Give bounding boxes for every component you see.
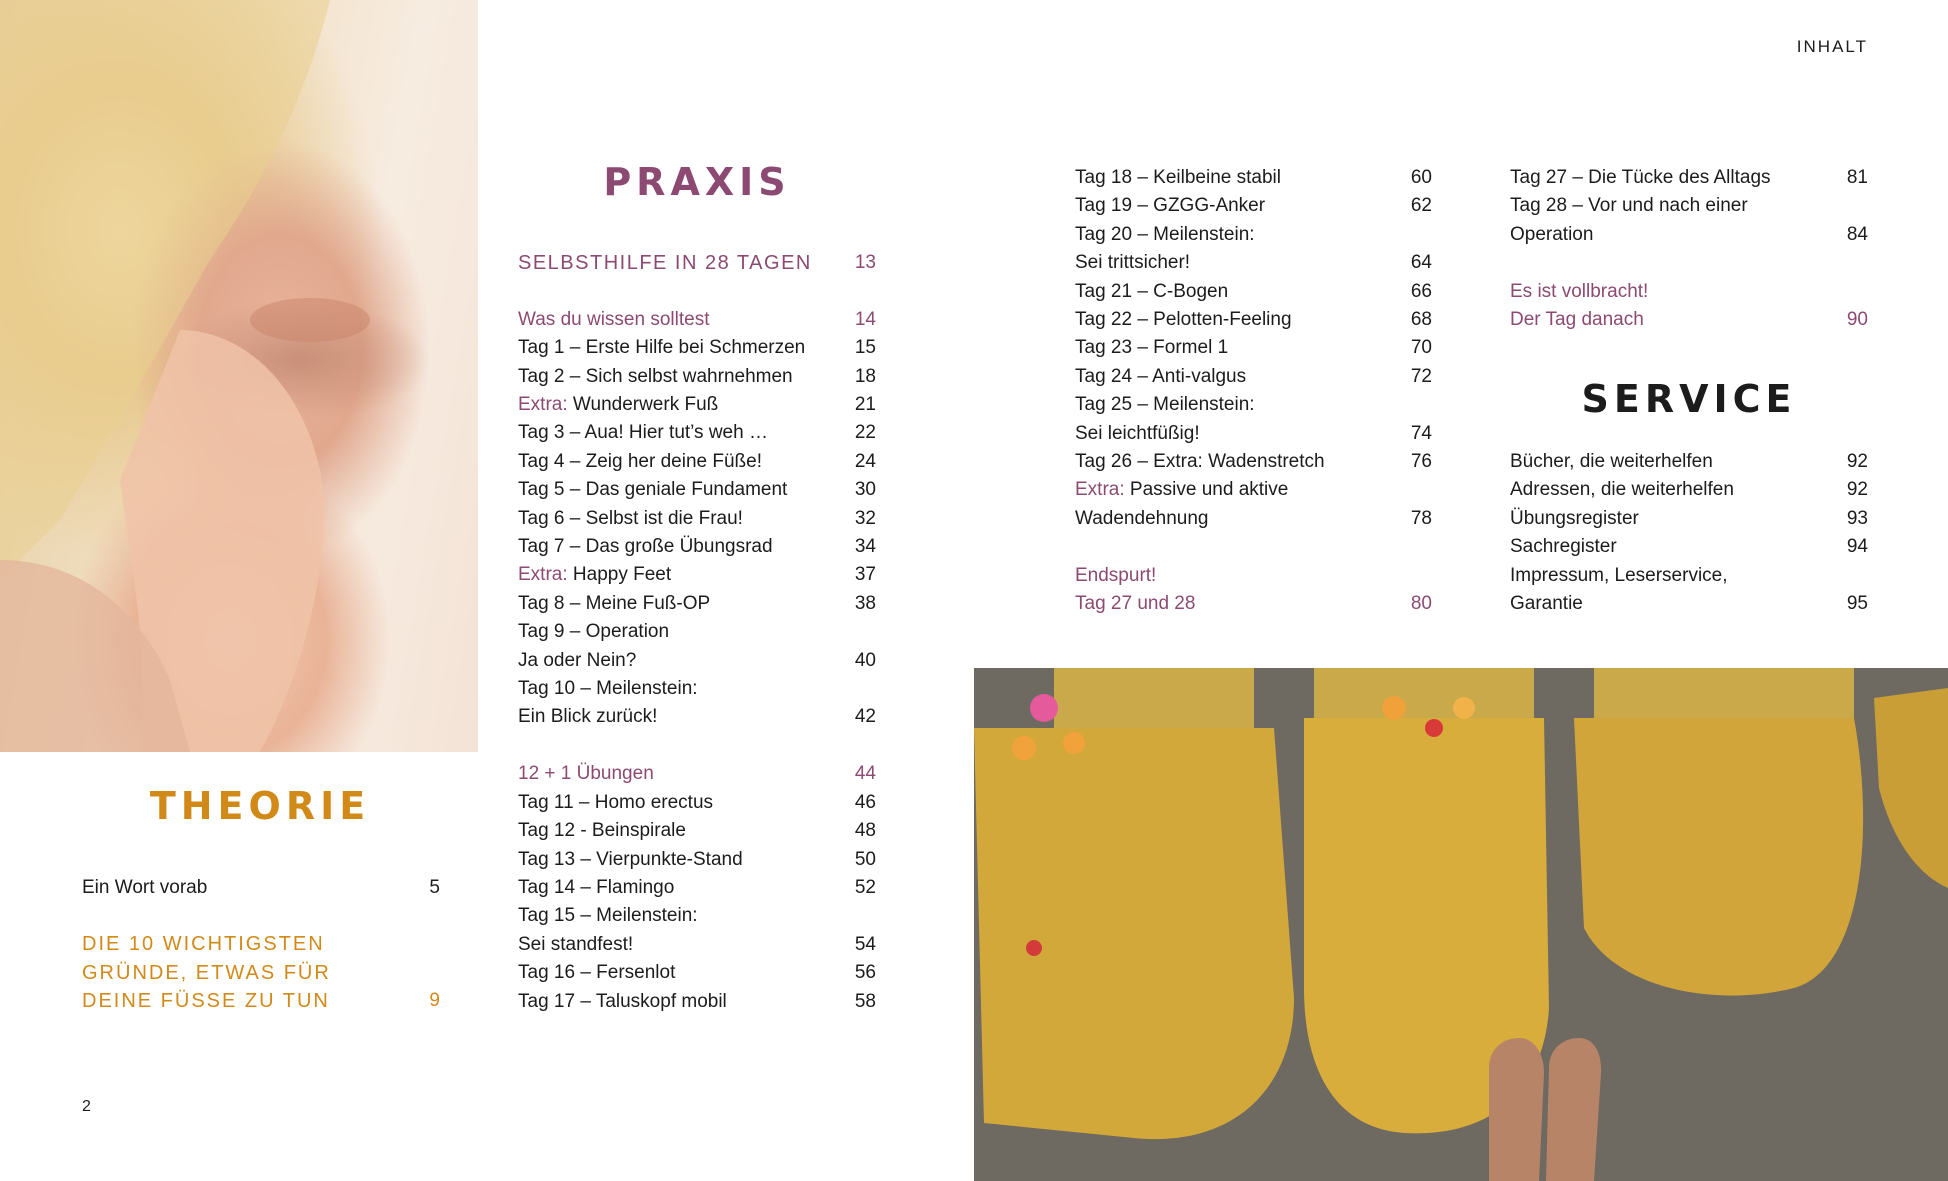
toc-section-selbsthilfe[interactable]: SELBSTHILFE IN 28 TAGEN 13 bbox=[518, 252, 876, 274]
toc-group-was-du-wissen-solltest[interactable]: Was du wissen solltest 14 bbox=[518, 308, 876, 330]
toc-entry[interactable]: Tag 5 – Das geniale Fundament 30 bbox=[518, 479, 876, 501]
toc-column-3 bbox=[1075, 164, 1432, 618]
toc-entry[interactable]: Tag 7 – Das große Übungsrad 34 bbox=[518, 536, 876, 558]
toc-entry[interactable]: Sei standfest! 54 bbox=[518, 933, 876, 955]
toc-entry[interactable]: Wadendehnung 78 bbox=[1075, 507, 1432, 529]
toc-entry-extra[interactable]: Extra: Passive und aktive bbox=[1075, 479, 1289, 501]
toc-entry-ein-wort-vorab[interactable]: Ein Wort vorab 5 bbox=[82, 877, 440, 898]
heading-theorie: THEORIE bbox=[149, 784, 371, 828]
toc-entry[interactable]: Tag 10 – Meilenstein: bbox=[518, 678, 698, 700]
toc-entry[interactable]: Operation 84 bbox=[1510, 223, 1868, 245]
toc-entry[interactable]: Tag 3 – Aua! Hier tut’s weh … 22 bbox=[518, 422, 876, 444]
toc-column-4 bbox=[1510, 164, 1868, 334]
running-header-inhalt: INHALT bbox=[1796, 37, 1868, 56]
toc-entry[interactable]: Tag 18 – Keilbeine stabil 60 bbox=[1075, 167, 1432, 188]
toc-entry[interactable]: Sei trittsicher! 64 bbox=[1075, 252, 1432, 274]
toc-entry[interactable]: Tag 8 – Meine Fuß-OP 38 bbox=[518, 592, 876, 614]
toc-entry[interactable]: Tag 24 – Anti-valgus 72 bbox=[1075, 365, 1432, 387]
toc-entry[interactable]: Tag 14 – Flamingo 52 bbox=[518, 876, 876, 898]
toc-theorie bbox=[82, 874, 440, 1016]
heading-praxis: PRAXIS bbox=[603, 160, 791, 204]
toc-entry[interactable]: Ja oder Nein? 40 bbox=[518, 649, 876, 671]
toc-entry-extra[interactable]: Extra: Wunderwerk Fuß 21 bbox=[518, 394, 876, 416]
toc-entry[interactable]: Ein Blick zurück! 42 bbox=[518, 706, 876, 728]
toc-entry[interactable]: Tag 6 – Selbst ist die Frau! 32 bbox=[518, 507, 876, 529]
toc-group-endspurt[interactable]: Endspurt! bbox=[1075, 564, 1157, 586]
toc-entry[interactable]: Tag 28 – Vor und nach einer bbox=[1510, 195, 1748, 217]
toc-entry[interactable]: Impressum, Leserservice, bbox=[1510, 564, 1728, 586]
toc-group-es-ist-vollbracht[interactable]: Es ist vollbracht! bbox=[1510, 280, 1649, 302]
toc-entry[interactable]: Tag 27 – Die Tücke des Alltags 81 bbox=[1510, 167, 1868, 188]
toc-entry[interactable]: Sei leichtfüßig! 74 bbox=[1075, 422, 1432, 444]
photo-gold-illustration bbox=[974, 668, 1948, 1181]
toc-entry-10-gruende[interactable]: DIE 10 WICHTIGSTEN GRÜNDE, ETWAS FÜR DEINE FÜSSE ZU TUN 9 bbox=[82, 933, 440, 1013]
toc-entry[interactable]: Bücher, die weiterhelfen 92 bbox=[1510, 451, 1868, 472]
toc-entry[interactable]: Tag 22 – Pelotten-Feeling 68 bbox=[1075, 309, 1432, 331]
toc-entry[interactable]: Tag 20 – Meilenstein: bbox=[1075, 223, 1255, 245]
toc-entry[interactable]: Tag 17 – Taluskopf mobil 58 bbox=[518, 990, 876, 1012]
toc-entry[interactable]: Tag 25 – Meilenstein: bbox=[1075, 394, 1255, 416]
toc-group-tag-27-und-28[interactable]: Tag 27 und 28 80 bbox=[1075, 593, 1432, 615]
toc-entry[interactable]: Tag 1 – Erste Hilfe bei Schmerzen 15 bbox=[518, 337, 876, 359]
toc-service bbox=[1510, 448, 1868, 618]
photo-golden-buddha-feet bbox=[974, 668, 1948, 1181]
toc-entry[interactable]: Adressen, die weiterhelfen 92 bbox=[1510, 479, 1868, 501]
toc-entry[interactable]: Tag 2 – Sich selbst wahrnehmen 18 bbox=[518, 365, 876, 387]
toc-entry[interactable]: Tag 11 – Homo erectus 46 bbox=[518, 791, 876, 813]
heading-service: SERVICE bbox=[1581, 377, 1797, 421]
toc-entry[interactable]: Garantie 95 bbox=[1510, 593, 1868, 615]
toc-entry[interactable]: Sachregister 94 bbox=[1510, 536, 1868, 558]
toc-entry[interactable]: Tag 9 – Operation bbox=[518, 621, 670, 643]
photo-mother-kissing-baby-foot bbox=[0, 0, 478, 752]
toc-entry[interactable]: Tag 16 – Fersenlot 56 bbox=[518, 962, 876, 984]
toc-entry[interactable]: Tag 13 – Vierpunkte-Stand 50 bbox=[518, 848, 876, 870]
photo-kiss-illustration bbox=[0, 0, 478, 752]
toc-entry[interactable]: Übungsregister 93 bbox=[1510, 507, 1868, 529]
toc-entry[interactable]: Tag 4 – Zeig her deine Füße! 24 bbox=[518, 450, 876, 472]
toc-entry-extra[interactable]: Extra: Happy Feet 37 bbox=[518, 564, 876, 586]
toc-entry[interactable]: Tag 21 – C-Bogen 66 bbox=[1075, 280, 1432, 302]
toc-entry[interactable]: Tag 19 – GZGG-Anker 62 bbox=[1075, 195, 1432, 217]
toc-entry[interactable]: Tag 12 - Beinspirale 48 bbox=[518, 820, 876, 842]
toc-entry[interactable]: Tag 15 – Meilenstein: bbox=[518, 905, 698, 927]
toc-group-12-plus-1-uebungen[interactable]: 12 + 1 Übungen 44 bbox=[518, 763, 876, 785]
page-number: 2 bbox=[82, 1098, 91, 1115]
toc-entry[interactable]: Tag 23 – Formel 1 70 bbox=[1075, 337, 1432, 359]
toc-group-der-tag-danach[interactable]: Der Tag danach 90 bbox=[1510, 309, 1868, 331]
toc-entry[interactable]: Tag 26 – Extra: Wadenstretch 76 bbox=[1075, 451, 1432, 473]
toc-praxis bbox=[518, 249, 876, 1016]
